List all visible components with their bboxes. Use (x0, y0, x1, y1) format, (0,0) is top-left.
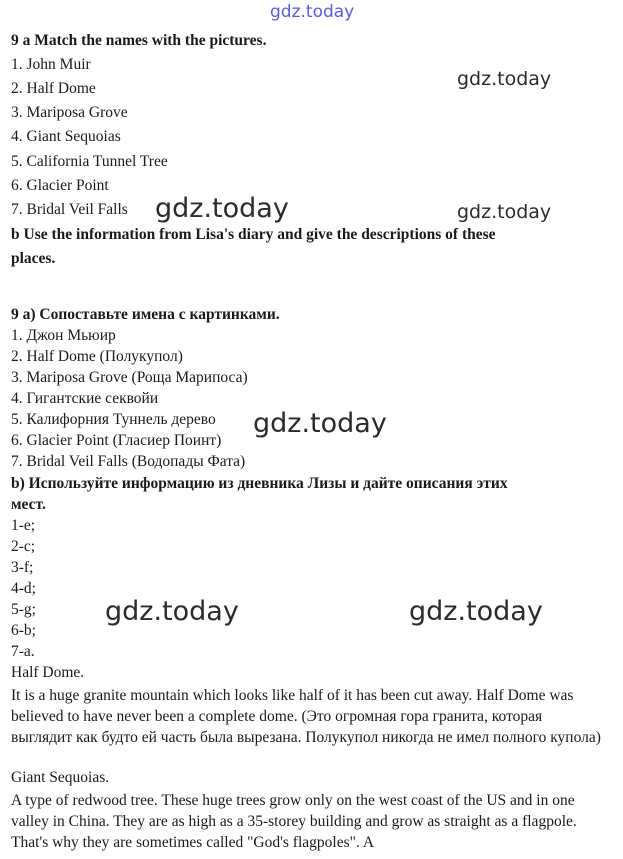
task-b-ru-cont: мест. (11, 496, 46, 513)
exercise-heading-ru: 9 a) Сопоставьте имена с картинками. (11, 306, 280, 323)
list-item: 7. Bridal Veil Falls (11, 201, 128, 218)
list-item: 1. Джон Мьюир (11, 327, 116, 344)
answer-item: 2-c; (11, 538, 36, 555)
half-dome-description: It is a huge granite mountain which looks like half of it has been cut away. Half Dome was believed to have never been a complete dome. (Это огромная гора гранита, которая выглядит как будто ей часть была вырезана. Полукупол никогда не имел полного купола) (11, 687, 601, 746)
list-item: 6. Glacier Point (Гласиер Поинт) (11, 432, 222, 449)
task-b-en-cont: places. (11, 250, 56, 267)
list-item: 3. Mariposa Grove (11, 104, 128, 121)
watermark: gdz.today (105, 596, 239, 627)
list-item: 2. Half Dome (11, 80, 96, 97)
watermark: gdz.today (457, 68, 552, 90)
list-item: 3. Mariposa Grove (Роща Марипоса) (11, 369, 248, 386)
list-item: 4. Гигантские секвойи (11, 390, 159, 407)
giant-sequoias-description: A type of redwood tree. These huge trees grow only on the west coast of the US and in one valley in China. They are as high as a 35-storey building and grow as straight as a flagpole. That's why they are sometimes called "God's flagpoles". A (11, 792, 577, 851)
list-item: 1. John Muir (11, 56, 91, 73)
watermark: gdz.today (253, 408, 387, 439)
watermark: gdz.today (409, 596, 543, 627)
task-b-ru: b) Используйте информацию из дневника Лизы и дайте описания этих (11, 475, 508, 492)
answer-item: 1-e; (11, 517, 36, 534)
giant-sequoias-title: Giant Sequoias. (11, 769, 110, 786)
answer-item: 5-g; (11, 601, 36, 618)
task-b-en: b Use the information from Lisa's diary and give the descriptions of these (11, 226, 496, 243)
watermark-top: gdz.today (270, 2, 355, 22)
list-item: 6. Glacier Point (11, 177, 109, 194)
answer-item: 6-b; (11, 622, 36, 639)
answer-item: 3-f; (11, 559, 34, 576)
answer-item: 4-d; (11, 580, 36, 597)
list-item: 4. Giant Sequoias (11, 128, 121, 145)
half-dome-title: Half Dome. (11, 664, 85, 681)
list-item: 5. Калифорния Туннель дерево (11, 411, 216, 428)
answer-item: 7-a. (11, 643, 35, 660)
watermark: gdz.today (457, 201, 552, 223)
watermark: gdz.today (155, 193, 289, 224)
list-item: 2. Half Dome (Полукупол) (11, 348, 183, 365)
list-item: 7. Bridal Veil Falls (Водопады Фата) (11, 453, 246, 470)
exercise-heading-en: 9 a Match the names with the pictures. (11, 32, 267, 49)
list-item: 5. California Tunnel Tree (11, 153, 168, 170)
